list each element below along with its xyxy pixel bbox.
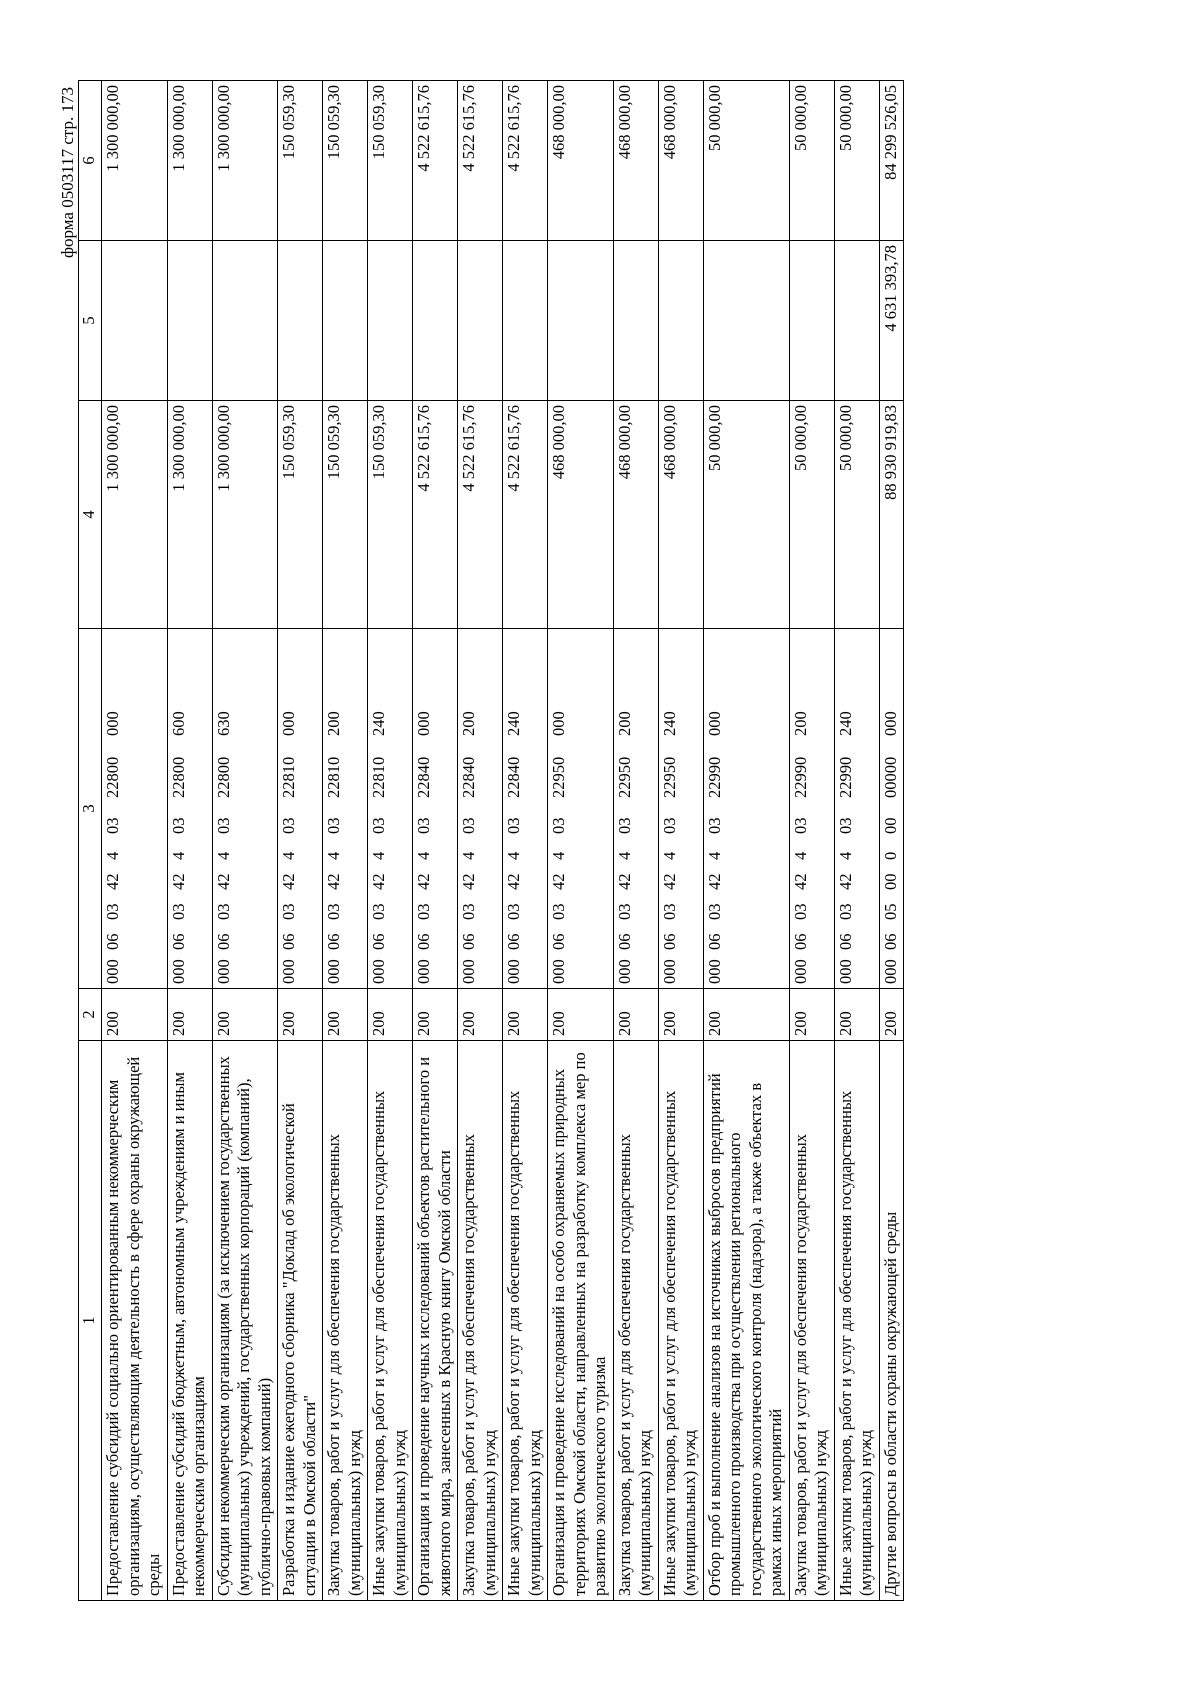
kbk-segment: 00 xyxy=(880,873,900,890)
kbk-segment: 200 xyxy=(324,711,343,736)
row-budget-classification-code xyxy=(323,629,368,989)
row-executed-amount xyxy=(703,241,789,401)
row-line-code: 200 xyxy=(548,989,614,1041)
row-executed-amount xyxy=(323,241,368,401)
kbk-segment: 06 xyxy=(549,933,568,950)
kbk-segment: 000 xyxy=(659,959,679,984)
column-header-6: 6 xyxy=(79,81,102,241)
kbk-segment: 4 xyxy=(414,851,433,860)
row-indicator-name: Закупка товаров, работ и услуг для обеспечения государственных (муниципальных) нужд xyxy=(458,1041,503,1601)
kbk-segment: 22990 xyxy=(835,756,855,798)
table-row xyxy=(503,81,548,1601)
kbk-segment: 03 xyxy=(504,903,523,920)
kbk-segment: 03 xyxy=(835,817,855,834)
kbk-segment: 42 xyxy=(103,873,122,890)
row-approved-amount: 50 000,00 xyxy=(703,401,789,629)
kbk-segment: 03 xyxy=(835,903,855,920)
kbk-segment: 000 xyxy=(213,959,233,984)
row-line-code: 200 xyxy=(212,989,278,1041)
row-executed-amount xyxy=(102,241,168,401)
row-line-code: 200 xyxy=(503,989,548,1041)
row-unexecuted-amount: 150 059,30 xyxy=(278,81,323,241)
table-row xyxy=(102,81,168,1601)
row-line-code: 200 xyxy=(879,989,904,1041)
kbk-segment: 22800 xyxy=(103,756,122,798)
row-budget-classification-code xyxy=(703,629,789,989)
kbk-segment: 06 xyxy=(103,933,122,950)
row-approved-amount: 1 300 000,00 xyxy=(102,401,168,629)
row-budget-classification-code xyxy=(613,629,658,989)
row-line-code: 200 xyxy=(368,989,413,1041)
kbk-segment: 03 xyxy=(279,903,298,920)
kbk-segment: 00 xyxy=(880,817,900,834)
kbk-segment: 42 xyxy=(459,873,478,890)
kbk-segment: 42 xyxy=(790,873,810,890)
row-approved-amount: 88 930 919,83 xyxy=(879,401,904,629)
kbk-segment: 4 xyxy=(369,851,388,860)
kbk-segment: 630 xyxy=(213,711,233,736)
kbk-segment: 000 xyxy=(704,959,724,984)
kbk-segment: 4 xyxy=(504,851,523,860)
table-row xyxy=(658,81,703,1601)
column-header-2: 2 xyxy=(79,989,102,1041)
kbk-segment: 240 xyxy=(835,711,855,736)
row-approved-amount: 50 000,00 xyxy=(789,401,834,629)
row-indicator-name: Иные закупки товаров, работ и услуг для обеспечения государственных (муниципальных) нужд xyxy=(503,1041,548,1601)
row-approved-amount: 1 300 000,00 xyxy=(167,401,212,629)
kbk-segment: 03 xyxy=(369,817,388,834)
kbk-segment: 03 xyxy=(414,903,433,920)
kbk-segment: 42 xyxy=(279,873,298,890)
kbk-segment: 03 xyxy=(790,817,810,834)
table-row xyxy=(167,81,212,1601)
row-approved-amount: 150 059,30 xyxy=(323,401,368,629)
row-line-code: 200 xyxy=(413,989,458,1041)
row-indicator-name: Разработка и издание ежегодного сборника "Доклад об экологической ситуации в Омской области" xyxy=(278,1041,323,1601)
kbk-segment: 42 xyxy=(704,873,724,890)
kbk-segment: 000 xyxy=(324,959,343,984)
kbk-segment: 03 xyxy=(103,903,122,920)
kbk-segment: 03 xyxy=(614,903,634,920)
row-line-code: 200 xyxy=(278,989,323,1041)
kbk-segment: 4 xyxy=(279,851,298,860)
kbk-segment: 03 xyxy=(213,817,233,834)
kbk-segment: 06 xyxy=(504,933,523,950)
kbk-segment: 42 xyxy=(549,873,568,890)
row-budget-classification-code xyxy=(458,629,503,989)
kbk-segment: 06 xyxy=(459,933,478,950)
row-line-code: 200 xyxy=(658,989,703,1041)
row-unexecuted-amount: 468 000,00 xyxy=(658,81,703,241)
row-executed-amount xyxy=(789,241,834,401)
kbk-segment: 42 xyxy=(324,873,343,890)
row-executed-amount xyxy=(503,241,548,401)
row-budget-classification-code xyxy=(548,629,614,989)
kbk-segment: 22840 xyxy=(459,756,478,798)
row-executed-amount xyxy=(413,241,458,401)
kbk-segment: 4 xyxy=(549,851,568,860)
table-row xyxy=(789,81,834,1601)
row-budget-classification-code xyxy=(212,629,278,989)
kbk-segment: 03 xyxy=(549,903,568,920)
kbk-segment: 000 xyxy=(414,711,433,736)
row-budget-classification-code xyxy=(278,629,323,989)
row-indicator-name: Предоставление субсидий бюджетным, автономным учреждениям и иным некоммерческим организациям xyxy=(167,1041,212,1601)
table-row xyxy=(879,81,904,1601)
row-unexecuted-amount: 4 522 615,76 xyxy=(458,81,503,241)
kbk-segment: 42 xyxy=(614,873,634,890)
kbk-segment: 000 xyxy=(414,959,433,984)
kbk-segment: 240 xyxy=(504,711,523,736)
column-header-5: 5 xyxy=(79,241,102,401)
kbk-segment: 4 xyxy=(704,851,724,860)
row-budget-classification-code xyxy=(102,629,168,989)
kbk-segment: 22950 xyxy=(659,756,679,798)
row-budget-classification-code xyxy=(789,629,834,989)
row-budget-classification-code xyxy=(879,629,904,989)
kbk-segment: 200 xyxy=(790,711,810,736)
row-executed-amount xyxy=(167,241,212,401)
table-row xyxy=(548,81,614,1601)
kbk-segment: 42 xyxy=(504,873,523,890)
row-indicator-name: Субсидии некоммерческим организациям (за исключением государственных (муниципальных) учреждений, государственных корпораций (компаний), публично-правовых компаний) xyxy=(212,1041,278,1601)
row-indicator-name: Закупка товаров, работ и услуг для обеспечения государственных (муниципальных) нужд xyxy=(323,1041,368,1601)
kbk-segment: 00000 xyxy=(880,756,900,798)
row-budget-classification-code xyxy=(368,629,413,989)
row-budget-classification-code xyxy=(834,629,879,989)
kbk-segment: 000 xyxy=(880,711,900,736)
row-line-code: 200 xyxy=(167,989,212,1041)
kbk-segment: 22800 xyxy=(168,756,188,798)
row-unexecuted-amount: 1 300 000,00 xyxy=(167,81,212,241)
kbk-segment: 000 xyxy=(168,959,188,984)
kbk-segment: 4 xyxy=(103,851,122,860)
kbk-segment: 03 xyxy=(459,817,478,834)
row-unexecuted-amount: 150 059,30 xyxy=(368,81,413,241)
row-unexecuted-amount: 1 300 000,00 xyxy=(212,81,278,241)
row-line-code: 200 xyxy=(102,989,168,1041)
kbk-segment: 03 xyxy=(790,903,810,920)
row-unexecuted-amount: 4 522 615,76 xyxy=(413,81,458,241)
row-executed-amount xyxy=(548,241,614,401)
row-line-code: 200 xyxy=(613,989,658,1041)
row-indicator-name: Иные закупки товаров, работ и услуг для обеспечения государственных (муниципальных) нужд xyxy=(368,1041,413,1601)
kbk-segment: 4 xyxy=(213,851,233,860)
row-approved-amount: 50 000,00 xyxy=(834,401,879,629)
kbk-segment: 03 xyxy=(213,903,233,920)
kbk-segment: 200 xyxy=(614,711,634,736)
kbk-segment: 03 xyxy=(168,817,188,834)
row-unexecuted-amount: 468 000,00 xyxy=(548,81,614,241)
kbk-segment: 22990 xyxy=(790,756,810,798)
row-indicator-name: Закупка товаров, работ и услуг для обеспечения государственных (муниципальных) нужд xyxy=(789,1041,834,1601)
kbk-segment: 22840 xyxy=(414,756,433,798)
row-executed-amount xyxy=(834,241,879,401)
table-body xyxy=(102,81,904,1601)
row-executed-amount: 4 631 393,78 xyxy=(879,241,904,401)
row-indicator-name: Отбор проб и выполнение анализов на источниках выбросов предприятий промышленного производства при осуществлении регионального государственного экологического контроля (надзора), а также объектах в рамках иных мероприятий xyxy=(703,1041,789,1601)
row-unexecuted-amount: 50 000,00 xyxy=(789,81,834,241)
table-row xyxy=(703,81,789,1601)
row-budget-classification-code xyxy=(167,629,212,989)
row-indicator-name: Организация и проведение исследований на особо охраняемых природных территориях Омской области, направленных на разработку комплекса мер по развитию экологического туризма xyxy=(548,1041,614,1601)
kbk-segment: 22950 xyxy=(549,756,568,798)
kbk-segment: 06 xyxy=(835,933,855,950)
kbk-segment: 42 xyxy=(414,873,433,890)
kbk-segment: 03 xyxy=(279,817,298,834)
kbk-segment: 03 xyxy=(103,817,122,834)
kbk-segment: 42 xyxy=(168,873,188,890)
kbk-segment: 42 xyxy=(835,873,855,890)
row-unexecuted-amount: 50 000,00 xyxy=(703,81,789,241)
kbk-segment: 000 xyxy=(103,711,122,736)
kbk-segment: 03 xyxy=(659,817,679,834)
column-header-3: 3 xyxy=(79,629,102,989)
kbk-segment: 0 xyxy=(880,851,900,860)
kbk-segment: 4 xyxy=(659,851,679,860)
table-row xyxy=(834,81,879,1601)
kbk-segment: 06 xyxy=(168,933,188,950)
kbk-segment: 06 xyxy=(414,933,433,950)
kbk-segment: 03 xyxy=(324,817,343,834)
column-number-row xyxy=(79,81,102,1601)
kbk-segment: 000 xyxy=(504,959,523,984)
kbk-segment: 000 xyxy=(880,959,900,984)
table-row xyxy=(212,81,278,1601)
kbk-segment: 000 xyxy=(103,959,122,984)
kbk-segment: 4 xyxy=(790,851,810,860)
kbk-segment: 000 xyxy=(459,959,478,984)
kbk-segment: 03 xyxy=(549,817,568,834)
budget-table xyxy=(78,80,904,1601)
kbk-segment: 42 xyxy=(659,873,679,890)
kbk-segment: 06 xyxy=(880,933,900,950)
kbk-segment: 06 xyxy=(279,933,298,950)
kbk-segment: 000 xyxy=(279,959,298,984)
kbk-segment: 06 xyxy=(659,933,679,950)
row-budget-classification-code xyxy=(658,629,703,989)
table-row xyxy=(368,81,413,1601)
row-indicator-name: Иные закупки товаров, работ и услуг для обеспечения государственных (муниципальных) нужд xyxy=(834,1041,879,1601)
kbk-segment: 06 xyxy=(614,933,634,950)
kbk-segment: 4 xyxy=(459,851,478,860)
kbk-segment: 000 xyxy=(549,711,568,736)
row-indicator-name: Другие вопросы в области охраны окружающей среды xyxy=(879,1041,904,1601)
row-unexecuted-amount: 50 000,00 xyxy=(834,81,879,241)
kbk-segment: 200 xyxy=(459,711,478,736)
kbk-segment: 42 xyxy=(369,873,388,890)
row-approved-amount: 150 059,30 xyxy=(368,401,413,629)
row-executed-amount xyxy=(368,241,413,401)
kbk-segment: 03 xyxy=(414,817,433,834)
kbk-segment: 06 xyxy=(704,933,724,950)
kbk-segment: 000 xyxy=(704,711,724,736)
kbk-segment: 05 xyxy=(880,903,900,920)
row-line-code: 200 xyxy=(323,989,368,1041)
row-approved-amount: 468 000,00 xyxy=(658,401,703,629)
kbk-segment: 4 xyxy=(614,851,634,860)
row-approved-amount: 1 300 000,00 xyxy=(212,401,278,629)
form-code-label: форма 0503117 стр. 173 xyxy=(58,87,77,258)
kbk-segment: 000 xyxy=(369,959,388,984)
table-row xyxy=(323,81,368,1601)
kbk-segment: 4 xyxy=(168,851,188,860)
row-line-code: 200 xyxy=(834,989,879,1041)
kbk-segment: 22990 xyxy=(704,756,724,798)
table-row xyxy=(458,81,503,1601)
table-row xyxy=(413,81,458,1601)
kbk-segment: 03 xyxy=(168,903,188,920)
row-approved-amount: 468 000,00 xyxy=(548,401,614,629)
kbk-segment: 42 xyxy=(213,873,233,890)
row-indicator-name: Организация и проведение научных исследований объектов растительного и животного мира, занесенных в Красную книгу Омской области xyxy=(413,1041,458,1601)
budget-table-container xyxy=(78,81,904,1601)
column-header-4: 4 xyxy=(79,401,102,629)
row-executed-amount xyxy=(458,241,503,401)
kbk-segment: 06 xyxy=(369,933,388,950)
row-line-code: 200 xyxy=(789,989,834,1041)
row-budget-classification-code xyxy=(503,629,548,989)
kbk-segment: 22810 xyxy=(369,756,388,798)
kbk-segment: 000 xyxy=(790,959,810,984)
row-budget-classification-code xyxy=(413,629,458,989)
kbk-segment: 240 xyxy=(369,711,388,736)
kbk-segment: 600 xyxy=(168,711,188,736)
column-header-1: 1 xyxy=(79,1041,102,1601)
row-unexecuted-amount: 4 522 615,76 xyxy=(503,81,548,241)
kbk-segment: 000 xyxy=(549,959,568,984)
row-unexecuted-amount: 1 300 000,00 xyxy=(102,81,168,241)
kbk-segment: 000 xyxy=(279,711,298,736)
kbk-segment: 4 xyxy=(324,851,343,860)
row-unexecuted-amount: 150 059,30 xyxy=(323,81,368,241)
row-executed-amount xyxy=(278,241,323,401)
kbk-segment: 03 xyxy=(504,817,523,834)
kbk-segment: 03 xyxy=(324,903,343,920)
kbk-segment: 22840 xyxy=(504,756,523,798)
table-row xyxy=(278,81,323,1601)
row-unexecuted-amount: 84 299 526,05 xyxy=(879,81,904,241)
row-approved-amount: 468 000,00 xyxy=(613,401,658,629)
kbk-segment: 06 xyxy=(324,933,343,950)
kbk-segment: 22800 xyxy=(213,756,233,798)
row-executed-amount xyxy=(613,241,658,401)
kbk-segment: 22810 xyxy=(279,756,298,798)
kbk-segment: 000 xyxy=(614,959,634,984)
row-indicator-name: Иные закупки товаров, работ и услуг для обеспечения государственных (муниципальных) нужд xyxy=(658,1041,703,1601)
row-line-code: 200 xyxy=(458,989,503,1041)
kbk-segment: 06 xyxy=(213,933,233,950)
kbk-segment: 22810 xyxy=(324,756,343,798)
row-approved-amount: 4 522 615,76 xyxy=(413,401,458,629)
kbk-segment: 03 xyxy=(659,903,679,920)
row-executed-amount xyxy=(212,241,278,401)
kbk-segment: 240 xyxy=(659,711,679,736)
kbk-segment: 03 xyxy=(704,903,724,920)
row-unexecuted-amount: 468 000,00 xyxy=(613,81,658,241)
row-approved-amount: 4 522 615,76 xyxy=(503,401,548,629)
kbk-segment: 06 xyxy=(790,933,810,950)
row-line-code: 200 xyxy=(703,989,789,1041)
kbk-segment: 03 xyxy=(459,903,478,920)
row-indicator-name: Предоставление субсидий социально ориентированным некоммерческим организациям, осуществляющим деятельность в сфере охраны окружающей среды xyxy=(102,1041,168,1601)
kbk-segment: 4 xyxy=(835,851,855,860)
kbk-segment: 22950 xyxy=(614,756,634,798)
row-approved-amount: 150 059,30 xyxy=(278,401,323,629)
kbk-segment: 03 xyxy=(369,903,388,920)
row-indicator-name: Закупка товаров, работ и услуг для обеспечения государственных (муниципальных) нужд xyxy=(613,1041,658,1601)
row-executed-amount xyxy=(658,241,703,401)
row-approved-amount: 4 522 615,76 xyxy=(458,401,503,629)
table-row xyxy=(613,81,658,1601)
kbk-segment: 000 xyxy=(835,959,855,984)
kbk-segment: 03 xyxy=(704,817,724,834)
kbk-segment: 03 xyxy=(614,817,634,834)
